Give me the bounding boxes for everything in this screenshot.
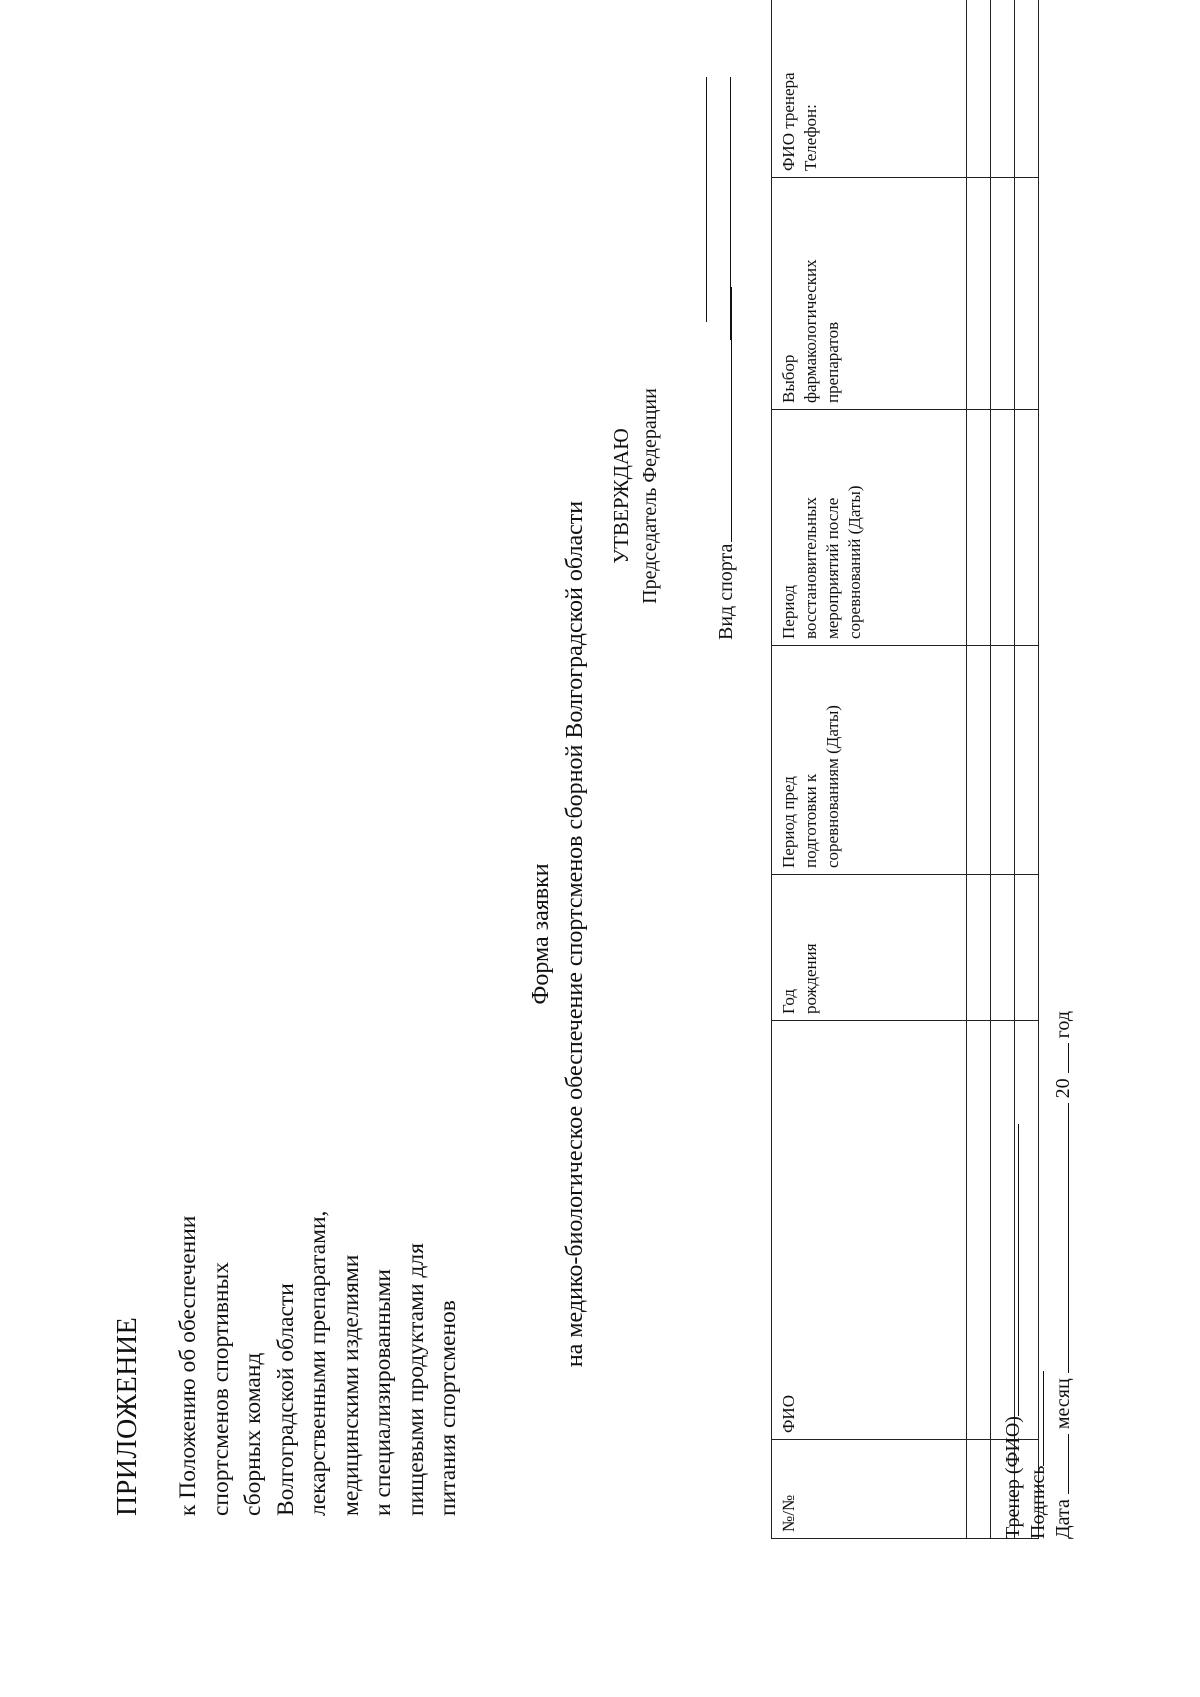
table-cell[interactable] (967, 646, 991, 875)
coach-input-line[interactable] (1000, 1124, 1019, 1416)
header-cell-drug-choice: Выбор фармакологических препаратов (772, 178, 967, 410)
month-label: месяц (1052, 1378, 1074, 1430)
header-cell-name: ФИО (772, 1021, 967, 1440)
approval-signature-line[interactable] (706, 77, 707, 322)
table-cell[interactable] (991, 178, 1015, 410)
day-input-line[interactable] (1050, 1434, 1069, 1494)
month-input-line[interactable] (1050, 1103, 1069, 1373)
appendix-line: питания спортсменов (435, 1300, 461, 1516)
table-cell[interactable] (967, 178, 991, 410)
header-cell-birth-year: Год рождения (772, 875, 967, 1021)
appendix-line: сборных команд (240, 1352, 266, 1516)
signature-line (1025, 1011, 1050, 1539)
approval-label: УТВЕРЖДАЮ (609, 428, 633, 564)
table-cell[interactable] (967, 1440, 991, 1539)
header-cell-preparation-period: Период пред подготовки к соревнованиям (Даты) (772, 646, 967, 875)
coach-line (1000, 1011, 1025, 1539)
appendix-text (172, 1036, 465, 1516)
sport-field (713, 287, 738, 640)
year-prefix: 20 (1052, 1078, 1074, 1099)
table-cell[interactable] (967, 410, 991, 646)
table-cell[interactable] (991, 0, 1015, 178)
appendix-line: и специализированными (370, 1269, 396, 1516)
table-row (967, 0, 991, 1539)
appendix-title: ПРИЛОЖЕНИЕ (112, 1316, 143, 1516)
year-input-line[interactable] (1050, 1043, 1069, 1073)
table-cell[interactable] (1015, 0, 1039, 178)
appendix-line: Волгоградской области (272, 1283, 299, 1516)
coach-label: Тренер (ФИО) (1002, 1416, 1024, 1539)
table-cell[interactable] (1015, 875, 1039, 1021)
appendix-line: спортсменов спортивных (207, 1261, 234, 1516)
table-cell[interactable] (967, 1021, 991, 1440)
header-cell-number: №/№ (772, 1440, 967, 1539)
table-cell[interactable] (1015, 646, 1039, 875)
signature-footer (1000, 1011, 1075, 1539)
approval-role: Председатель Федерации (639, 388, 661, 604)
table-cell[interactable] (967, 875, 991, 1021)
date-line (1050, 1011, 1075, 1539)
year-suffix: год (1052, 1011, 1074, 1039)
appendix-line: пищевыми продуктами для (402, 1243, 429, 1516)
appendix-line: лекарственными препаратами, (305, 1210, 331, 1516)
sport-extra-line[interactable] (730, 77, 731, 340)
header-cell-coach: ФИО тренера Телефон: (772, 0, 967, 178)
table-cell[interactable] (967, 0, 991, 178)
form-subtitle: на медико-биологическое обеспечение спортсменов сборной Волгоградской области (562, 500, 588, 1368)
form-heading (524, 228, 592, 1640)
sport-label: Вид спорта (715, 543, 737, 640)
table-cell[interactable] (991, 410, 1015, 646)
appendix-line: медицинскими изделиями (337, 1254, 364, 1516)
table-cell[interactable] (991, 646, 1015, 875)
signature-input-line[interactable] (1025, 1371, 1044, 1466)
appendix-line: к Положению об обеспечении (175, 1215, 201, 1516)
form-title: Форма заявки (528, 863, 554, 1005)
date-label: Дата (1052, 1499, 1074, 1539)
table-cell[interactable] (1015, 410, 1039, 646)
header-cell-recovery-period: Период восстановительных мероприятий после соревнований (Даты) (772, 410, 967, 646)
table-cell[interactable] (1015, 178, 1039, 410)
table-cell[interactable] (991, 875, 1015, 1021)
signature-label: Подпись (1027, 1465, 1049, 1539)
request-table (771, 0, 1039, 1539)
approval-block (606, 356, 664, 636)
table-header-row (772, 0, 967, 1539)
